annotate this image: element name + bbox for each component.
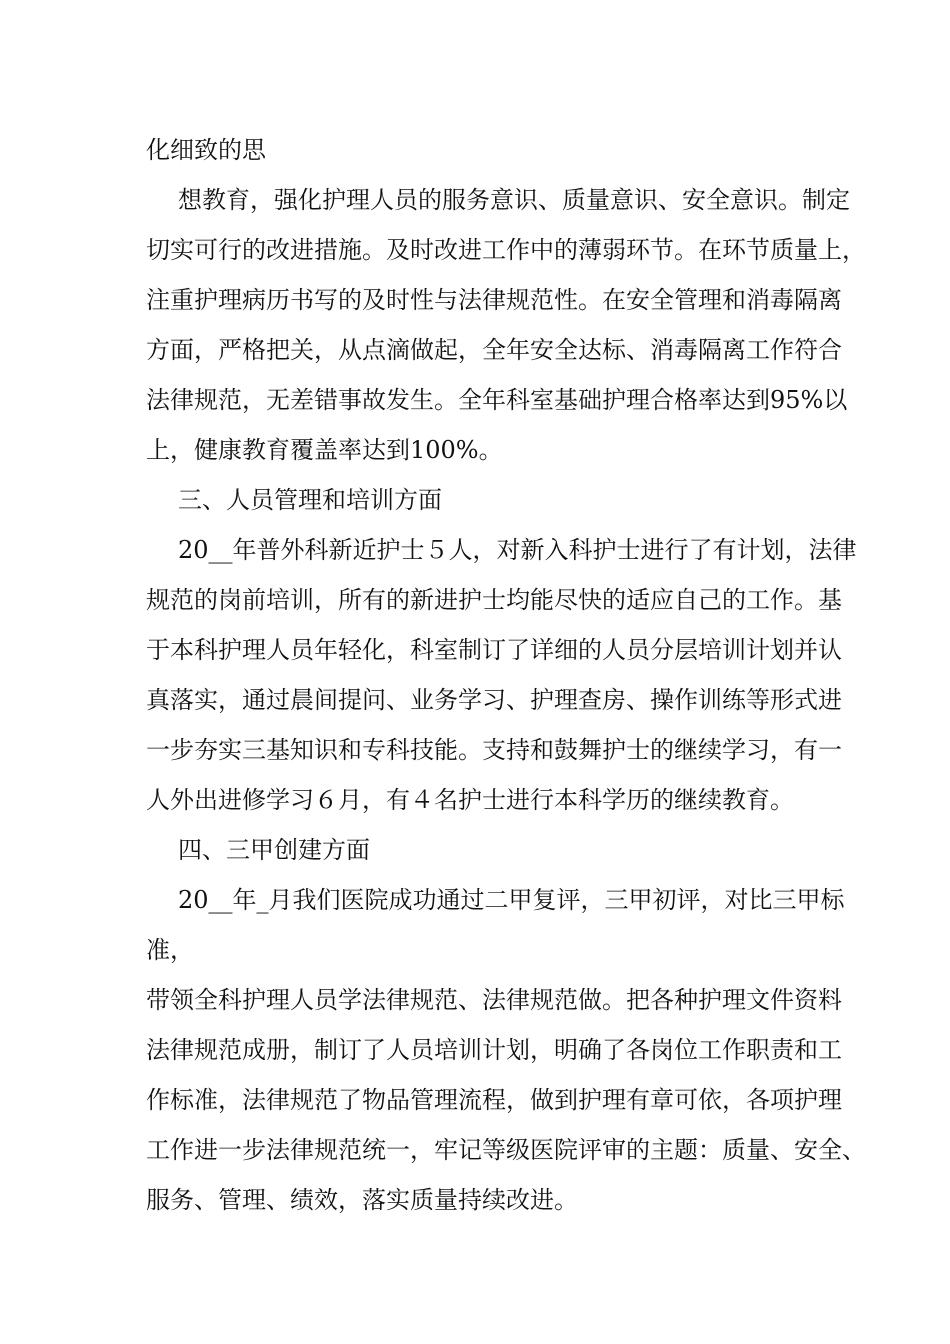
text-line: 法律规范成册，制订了人员培训计划，明确了各岗位工作职责和工 [146, 1036, 842, 1064]
text-line: 一步夯实三基知识和专科技能。支持和鼓舞护士的继续学习，有一 [146, 736, 842, 764]
text-line: 20__年普外科新近护士５人，对新入科护士进行了有计划，法律 [178, 536, 857, 564]
text-line: 切实可行的改进措施。及时改进工作中的薄弱环节。在环节质量上， [146, 236, 866, 264]
text-line: 作标准，法律规范了物品管理流程，做到护理有章可依，各项护理 [146, 1086, 842, 1114]
text-line: 注重护理病历书写的及时性与法律规范性。在安全管理和消毒隔离 [146, 286, 842, 314]
text-line: 法律规范，无差错事故发生。全年科室基础护理合格率达到95%以 [146, 386, 848, 414]
text-line: 想教育，强化护理人员的服务意识、质量意识、安全意识。制定 [178, 186, 850, 214]
text-line: 方面，严格把关，从点滴做起，全年安全达标、消毒隔离工作符合 [146, 336, 842, 364]
text-line: 工作进一步法律规范统一，牢记等级医院评审的主题：质量、安全、 [146, 1136, 866, 1164]
text-line: 上，健康教育覆盖率达到100%。 [146, 436, 503, 464]
text-line: 人外出进修学习６月，有４名护士进行本科学历的继续教育。 [146, 786, 794, 814]
section-heading: 三、人员管理和培训方面 [178, 486, 442, 514]
text-line: 20__年_月我们医院成功通过二甲复评，三甲初评，对比三甲标 [178, 886, 845, 914]
text-line: 规范的岗前培训，所有的新进护士均能尽快的适应自己的工作。基 [146, 586, 842, 614]
text-line: 真落实，通过晨间提问、业务学习、护理查房、操作训练等形式进 [146, 686, 842, 714]
text-line: 于本科护理人员年轻化，科室制订了详细的人员分层培训计划并认 [146, 636, 842, 664]
section-heading: 四、三甲创建方面 [178, 836, 370, 864]
text-line: 准， [146, 936, 194, 964]
text-line: 服务、管理、绩效，落实质量持续改进。 [146, 1186, 578, 1214]
text-line: 化细致的思 [146, 136, 266, 164]
text-line: 带领全科护理人员学法律规范、法律规范做。把各种护理文件资料 [146, 986, 842, 1014]
